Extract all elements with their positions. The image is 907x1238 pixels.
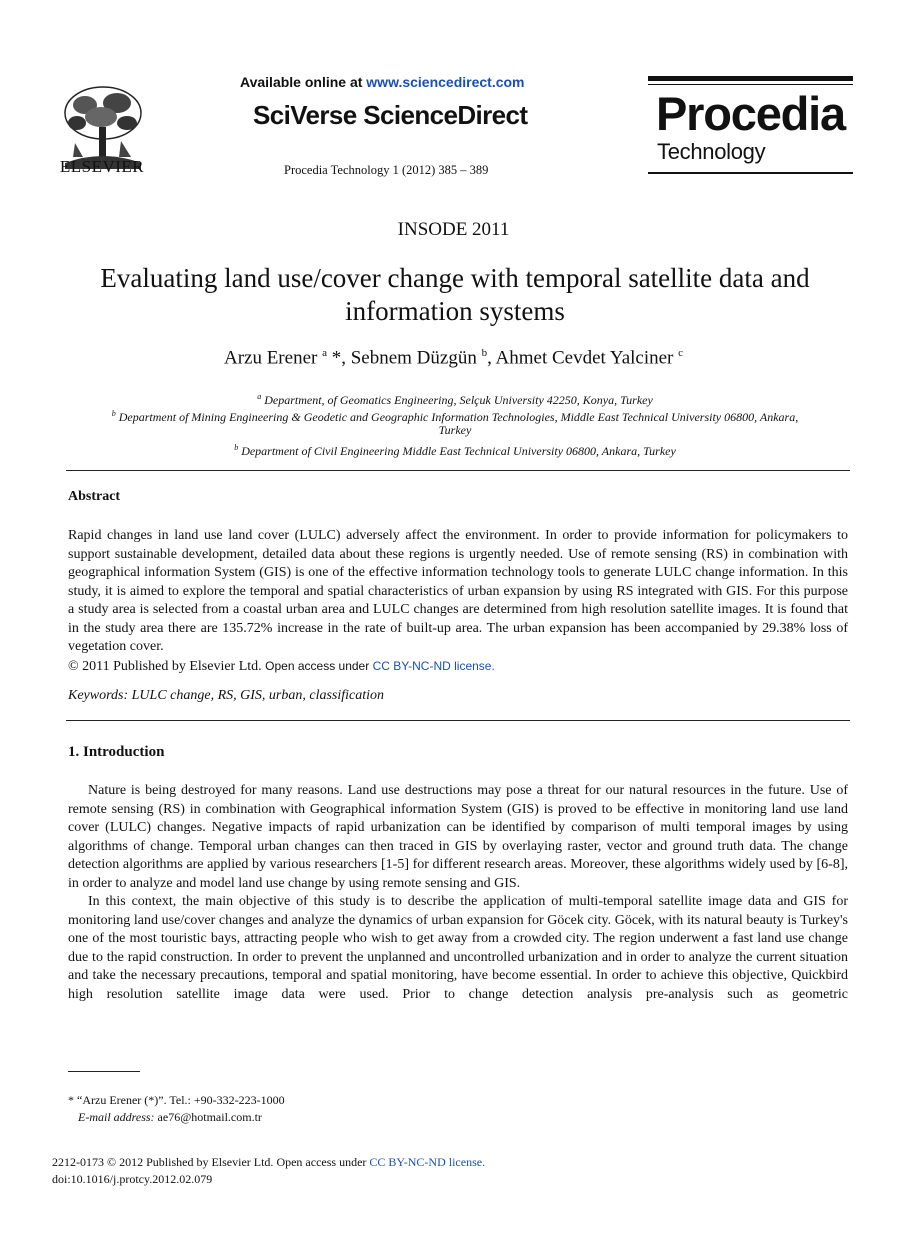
abstract-body — [68, 527, 848, 676]
footnote-contact: * “Arzu Erener (*)”. Tel.: +90-332-223-1000 — [68, 1093, 285, 1107]
affiliation-text: Department, of Geomatics Engineering, Selçuk University 42250, Konya, Turkey — [264, 393, 653, 407]
abstract-text: Rapid changes in land use land cover (LULC) adversely affect the environment. In order to provide information for policymakers to support sustainable development, detailed data about these regions is urgently needed. Use of remote sensing (RS) in combination with geographical information System (GIS) is one of the effective information technology tools to generate LULC change information. In this study, it is aimed to explore the temporal and spatial characteristics of urban expansion by using RS integrated with GIS. For this purpose a study area is selected from a coastal urban area and LULC changes are determined from high resolution satellite images. It is found that in the study area there are 135.72% increase in the rate of built-up area. The urban expansion has been accompanied by 29.38% loss of vegetation cover. — [68, 528, 848, 654]
introduction-heading: 1. Introduction — [68, 744, 165, 760]
intro-paragraph: Nature is being destroyed for many reasons. Land use destructions may pose a threat for our natural resources in the future. Use of remote sensing (RS) in combination with Geographical information System (GIS) is proved to be effective in monitoring land use land cover (LULC) changes. Negative impacts of rapid urbanization can be identified by comparison of multi temporal images by using algorithms of change. Temporal urban changes can then traced in GIS by overlaying raster, vector and ground truth data. The change detection algorithms are applied by various researchers [1-5] for different research areas. Moreover, these algorithms widely used by [6-8], in order to analyze and model land use change by using remote sensing and GIS. — [68, 783, 848, 891]
author-name: Sebnem Düzgün — [350, 347, 477, 369]
email-label: E-mail address: — [78, 1110, 155, 1124]
copyright-text: © 2011 Published by Elsevier Ltd. — [68, 658, 266, 674]
procedia-subtitle: Technology — [657, 139, 766, 164]
affiliation-text: Department of Mining Engineering & Geodetic and Geographic Information Technologies, Middle East Technical University 06800, Ankara, — [118, 410, 799, 424]
author-name: Ahmet Cevdet Yalciner — [495, 347, 674, 369]
footnote-email — [78, 1109, 262, 1125]
divider — [66, 720, 850, 721]
elsevier-wordmark: ELSEVIER — [59, 157, 145, 176]
title-line: information systems — [345, 296, 565, 326]
journal-reference: Procedia Technology 1 (2012) 385 – 389 — [284, 163, 489, 177]
email-address: ae76@hotmail.com.tr — [154, 1110, 262, 1124]
open-access-text: Open access under — [265, 658, 373, 673]
license-link[interactable]: CC BY-NC-ND license. — [372, 658, 495, 673]
introduction-body — [68, 782, 848, 1004]
procedia-logo-text: Procedia — [656, 87, 845, 140]
affiliation-text: Department of Civil Engineering Middle East Technical University 06800, Ankara, Turkey — [241, 444, 676, 458]
platform-name: SciVerse ScienceDirect — [253, 100, 528, 130]
affiliation — [60, 422, 850, 439]
author-name: Arzu Erener — [223, 347, 318, 369]
intro-paragraph: In this context, the main objective of this study is to describe the application of multi-temporal satellite image data and GIS for monitoring land use/cover changes and analyze the dynamics of urban expansion for Göcek city. Göcek, with its natural beauty is Turkey's one of the most touristic bays, attracting people who wish to get away from a crowded city. The region underwent a fast land use change due to the rapid construction. In order to prevent the unplanned and uncontrolled urbanization and in order to analyze the current situation and take the necessary precautions, temporal and spatial monitoring, have become essential. In order to achieve this objective, Quickbird high resolution satellite image data were used. Prior to change detection analysis pre-analysis such as geometric — [68, 894, 848, 1002]
divider — [66, 470, 850, 471]
license-link[interactable]: CC BY-NC-ND license. — [369, 1155, 486, 1169]
title-line: Evaluating land use/cover change with temporal satellite data and — [100, 263, 810, 293]
conference-name: INSODE 2011 — [397, 219, 510, 240]
available-prefix: Available online at — [240, 74, 367, 90]
affiliation-mark: b — [111, 409, 116, 418]
keywords: Keywords: LULC change, RS, GIS, urban, classification — [68, 688, 385, 703]
author-affiliation-mark: c — [678, 347, 684, 359]
issn-text: 2212-0173 © 2012 Published by Elsevier Ltd. — [52, 1155, 277, 1169]
author-affiliation-mark: a — [322, 347, 327, 359]
author-affiliation-mark: b — [481, 347, 488, 359]
paper-title — [60, 262, 850, 328]
footnote-rule — [68, 1071, 140, 1072]
affiliation-mark: b — [234, 443, 239, 452]
abstract-heading: Abstract — [68, 489, 121, 504]
author-separator: *, — [326, 347, 351, 369]
author-list — [0, 347, 907, 369]
doi: doi:10.1016/j.protcy.2012.02.079 — [52, 1172, 213, 1186]
open-access-text: Open access under — [276, 1155, 370, 1169]
affiliation — [60, 439, 850, 460]
available-online — [240, 74, 525, 90]
sciencedirect-link[interactable]: www.sciencedirect.com — [366, 74, 525, 90]
copyright-line — [68, 657, 848, 677]
issn-line — [52, 1154, 485, 1170]
affiliation-mark: a — [257, 392, 262, 401]
author-separator: , — [487, 347, 496, 369]
affiliation-text: Turkey — [438, 423, 472, 437]
